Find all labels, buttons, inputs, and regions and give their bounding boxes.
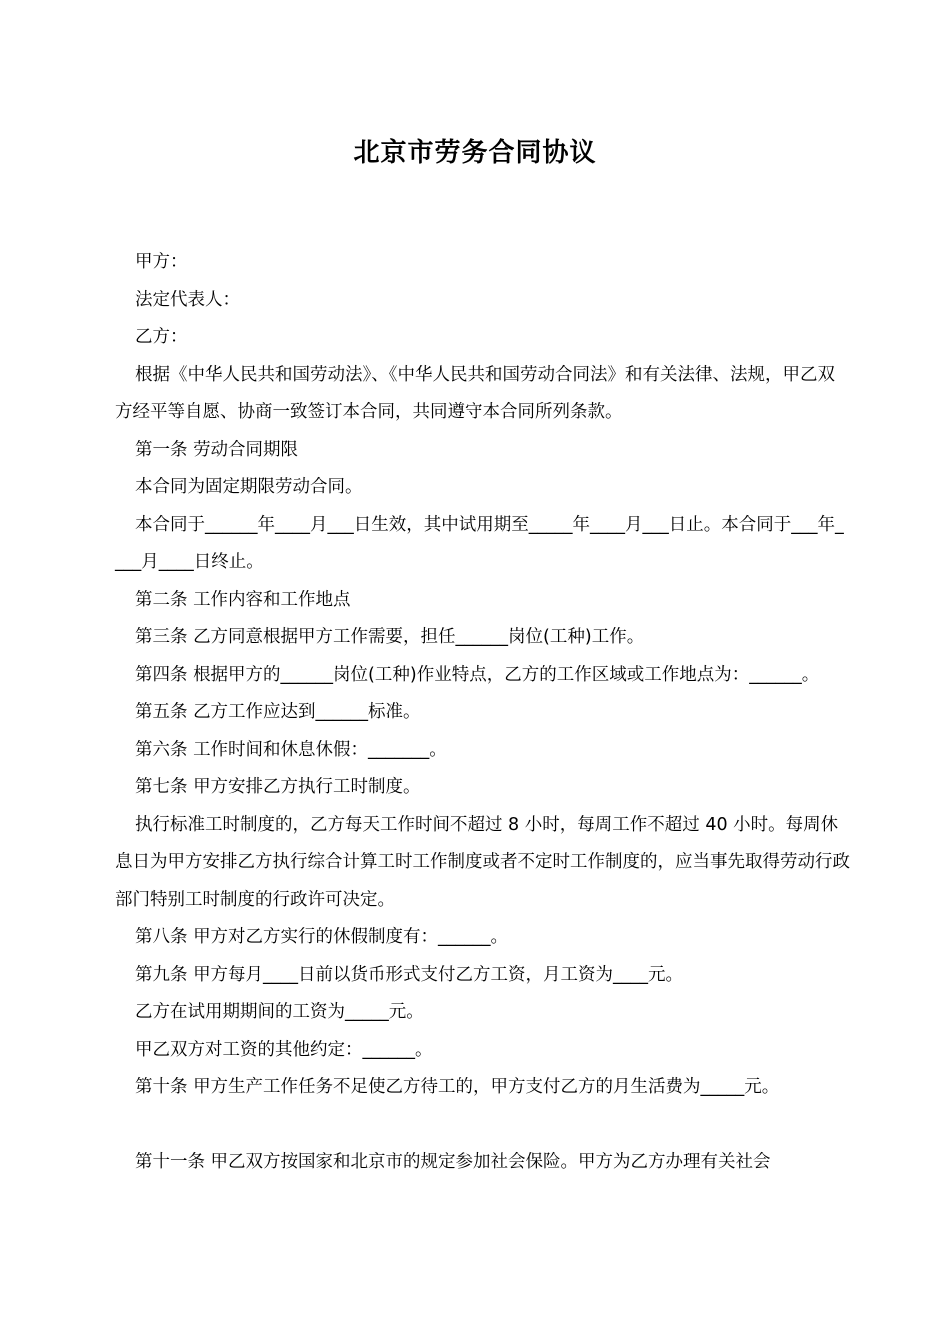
article-2-heading: 第二条 工作内容和工作地点 — [135, 589, 351, 610]
contract-type-paragraph: 本合同为固定期限劳动合同。 — [135, 477, 363, 497]
article-1-heading: 第一条 劳动合同期限 — [135, 439, 299, 460]
document-body — [115, 244, 850, 1182]
working-hours-paragraph: 执行标准工时制度的，乙方每天工作时间不超过 8 小时，每周工作不超过 40 小时。每周休息日为甲方安排乙方执行综合计算工时工作制度或者不定时工作制度的，应当事先取得劳动行政部门特别工时制度的行政许可决定。 — [115, 814, 850, 910]
document-title: 北京市劳务合同协议 — [353, 138, 597, 168]
article-3-paragraph: 第三条 乙方同意根据甲方工作需要，担任______岗位(工种)工作。 — [135, 627, 645, 647]
article-7-paragraph: 第七条 甲方安排乙方执行工时制度。 — [135, 777, 421, 797]
article-6-paragraph: 第六条 工作时间和休息休假：_______。 — [135, 739, 447, 760]
article-11-paragraph: 第十一条 甲乙双方按国家和北京市的规定参加社会保险。甲方为乙方办理有关社会 — [135, 1152, 771, 1172]
other-wage-agreement-paragraph: 甲乙双方对工资的其他约定：______。 — [135, 1039, 433, 1060]
probation-wage-paragraph: 乙方在试用期期间的工资为_____元。 — [135, 1002, 424, 1022]
article-4-paragraph: 第四条 根据甲方的______岗位(工种)作业特点，乙方的工作区域或工作地点为：______。 — [135, 664, 820, 685]
contract-dates-paragraph: 本合同于______年____月___日生效，其中试用期至_____年____月___日止。本合同于___年____月____日终止。 — [115, 514, 844, 572]
party-b-line: 乙方： — [135, 327, 188, 347]
party-a-line: 甲方： — [135, 252, 188, 272]
paragraph-gap — [115, 1107, 850, 1145]
legal-representative-line: 法定代表人： — [135, 289, 240, 310]
article-10-paragraph: 第十条 甲方生产工作任务不足使乙方待工的，甲方支付乙方的月生活费为_____元。 — [135, 1077, 780, 1097]
article-8-paragraph: 第八条 甲方对乙方实行的休假制度有：______。 — [135, 927, 509, 947]
preamble-paragraph: 根据《中华人民共和国劳动法》、《中华人民共和国劳动合同法》和有关法律、法规，甲乙双方经平等自愿、协商一致签订本合同，共同遵守本合同所列条款。 — [115, 364, 835, 422]
article-5-paragraph: 第五条 乙方工作应达到______标准。 — [135, 702, 421, 722]
article-9-paragraph: 第九条 甲方每月____日前以货币形式支付乙方工资，月工资为____元。 — [135, 964, 684, 985]
